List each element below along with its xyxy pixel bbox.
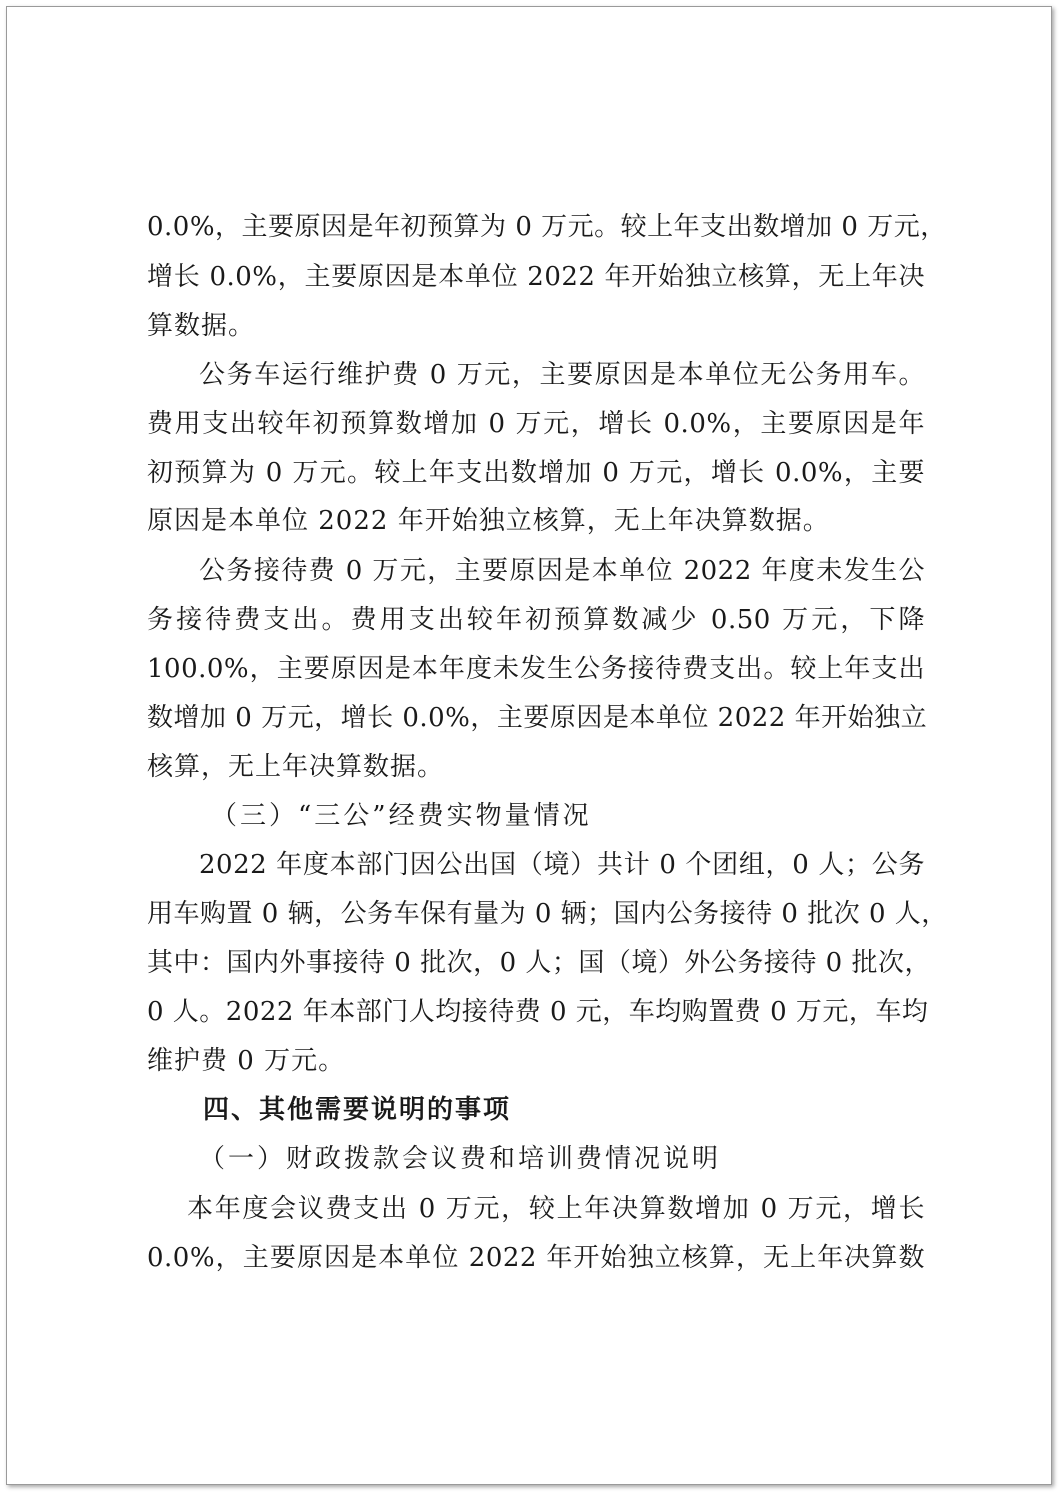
paragraph-line: 100.0%，主要原因是本年度未发生公务接待费支出。较上年支出 [147,654,925,684]
subsection-heading: （三）“三公”经费实物量情况 [211,801,592,831]
paragraph-line: 核算，无上年决算数据。 [147,752,445,782]
paragraph-line: 本年度会议费支出 0 万元，较上年决算数增加 0 万元，增长 [187,1194,925,1224]
paragraph-line: 务接待费支出。费用支出较年初预算数减少 0.50 万元，下降 [147,605,925,635]
section-heading: 四、其他需要说明的事项 [203,1095,512,1125]
paragraph-line: 公务车运行维护费 0 万元，主要原因是本单位无公务用车。 [199,360,925,390]
paragraph-line: 维护费 0 万元。 [147,1046,346,1076]
paragraph-line: 初预算为 0 万元。较上年支出数增加 0 万元，增长 0.0%，主要 [147,458,925,488]
subsection-heading: （一）财政拨款会议费和培训费情况说明 [199,1144,722,1174]
paragraph-line: 其中：国内外事接待 0 批次，0 人；国（境）外公务接待 0 批次， [147,948,931,978]
paragraph-line: 原因是本单位 2022 年开始独立核算，无上年决算数据。 [147,506,830,536]
paragraph-line: 数增加 0 万元，增长 0.0%，主要原因是本单位 2022 年开始独立 [147,703,928,733]
paragraph-line: 0 人。2022 年本部门人均接待费 0 元，车均购置费 0 万元，车均 [147,997,929,1027]
paragraph-line: 算数据。 [147,311,256,341]
paragraph-line: 0.0%，主要原因是年初预算为 0 万元。较上年支出数增加 0 万元， [147,212,947,242]
paragraph-line: 2022 年度本部门因公出国（境）共计 0 个团组，0 人；公务 [199,850,925,880]
paragraph-line: 公务接待费 0 万元，主要原因是本单位 2022 年度未发生公 [199,556,925,586]
paragraph-line: 用车购置 0 辆，公务车保有量为 0 辆；国内公务接待 0 批次 0 人， [147,899,948,929]
paragraph-line: 费用支出较年初预算数增加 0 万元，增长 0.0%，主要原因是年 [147,409,925,439]
paragraph-line: 增长 0.0%，主要原因是本单位 2022 年开始独立核算，无上年决 [147,262,925,292]
paragraph-line: 0.0%，主要原因是本单位 2022 年开始独立核算，无上年决算数 [147,1243,925,1273]
document-page [6,6,1052,1485]
